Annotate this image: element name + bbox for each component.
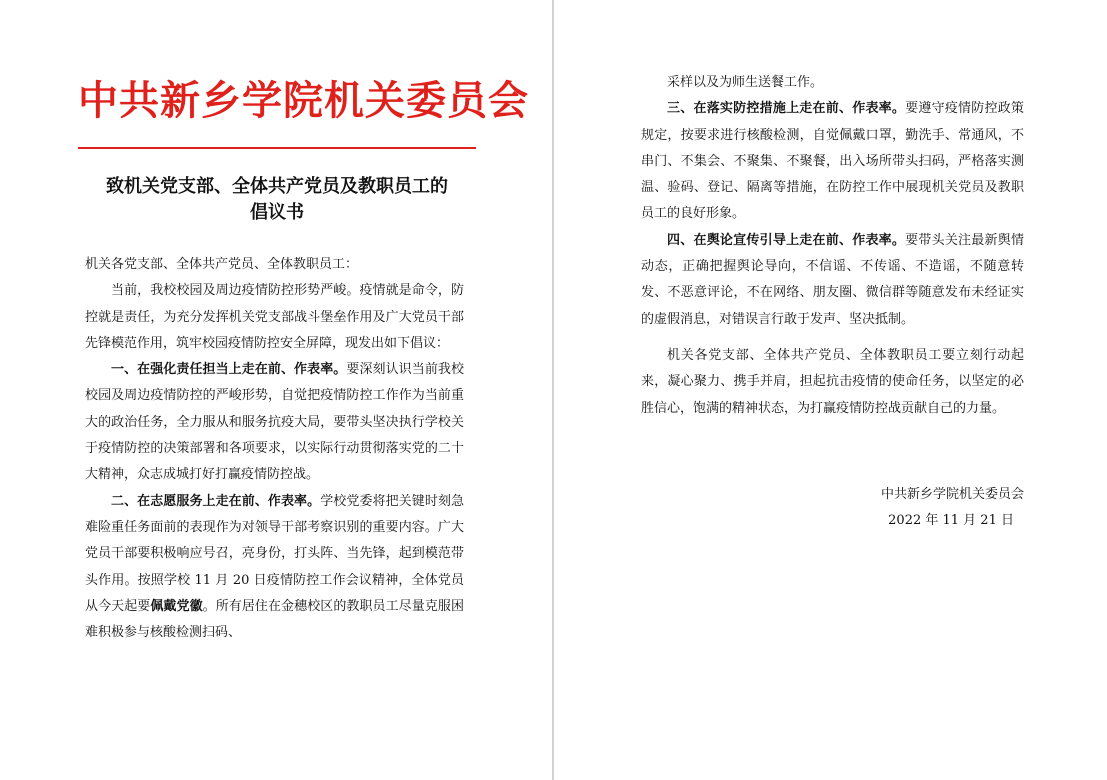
closing-paragraph: 机关各党支部、全体共产党员、全体教职员工要立刻行动起来，凝心聚力、携手并肩，担起抗击疫情的使命任务，以坚定的必胜信心，饱满的精神状态，为打赢疫情防控战贡献自己的力量。 — [641, 347, 1024, 416]
document-title — [80, 174, 474, 226]
masthead-title: 中共新乡学院机关委员会 — [78, 77, 529, 124]
section-3-paragraph — [641, 96, 1024, 227]
section-3-body: 要遵守疫情防控政策规定，按要求进行核酸检测，自觉佩戴口罩，勤洗手、常通风，不串门、不集会、不聚集、不聚餐，出入场所带头扫码，严格落实测温、验码、登记、隔离等措施，在防控工作中展现机关党员及教职员工的良好形象。 — [641, 101, 1024, 222]
signature-date-text: 2022 年 11 月 21 日 — [888, 513, 1014, 528]
section-2-heading: 二、在志愿服务上走在前、作表率。 — [111, 493, 321, 509]
signature-organization — [641, 482, 1024, 508]
section-2-paragraph — [85, 489, 464, 647]
section-1-heading: 一、在强化责任担当上走在前、作表率。 — [111, 362, 347, 378]
intro-paragraph: 当前，我校校园及周边疫情防控形势严峻。疫情就是命令，防控就是责任，为充分发挥机关党支部战斗堡垒作用及广大党员干部先锋模范作用，筑牢校园疫情防控安全屏障，现发出如下倡议： — [85, 283, 464, 351]
section-4-heading: 四、在舆论宣传引导上走在前、作表率。 — [667, 232, 906, 248]
section-2-body-b: 。所有居住在金穗校区的教职员工尽量克服困难积极参与核酸检测扫码、 — [85, 598, 464, 641]
document-page-right — [554, 0, 1107, 780]
document-title-line-2: 倡议书 — [250, 202, 304, 223]
section-3-heading: 三、在落实防控措施上走在前、作表率。 — [667, 101, 906, 117]
document-title-line-1: 致机关党支部、全体共产党员及教职员工的 — [106, 176, 448, 197]
section-2-continued: 采样以及为师生送餐工作。 — [667, 75, 824, 90]
signature-date — [641, 508, 1024, 534]
right-column-body — [641, 70, 1024, 422]
salutation: 机关各党支部、全体共产党员、全体教职员工： — [85, 257, 359, 272]
section-2-bold-phrase: 佩戴党徽 — [150, 598, 203, 614]
section-1-body: 要深刻认识当前我校校园及周边疫情防控的严峻形势，自觉把疫情防控工作作为当前重大的政治任务，全力服从和服务抗疫大局，要带头坚决执行学校关于疫情防控的决策部署和各项要求，以实际行动贯彻落实党的二十大精神，众志成城打好打赢疫情防控战。 — [85, 362, 464, 483]
signature-organization-text: 中共新乡学院机关委员会 — [880, 487, 1024, 502]
section-2-body-a: 学校党委将把关键时刻急难险重任务面前的表现作为对领导干部考察识别的重要内容。广大党员干部要积极响应号召，亮身份，打头阵、当先锋，起到模范带头作用。按照学校 11 月 20 日疫情防控工作会议精神，全体党员从今天起要 — [85, 493, 464, 614]
red-divider-line — [78, 147, 476, 149]
document-page-left — [0, 0, 552, 780]
section-4-body: 要带头关注最新舆情动态，正确把握舆论导向，不信谣、不传谣、不造谣，不随意转发、不恶意评论，不在网络、朋友圈、微信群等随意发布未经证实的虚假消息，对错误言行敢于发声、坚决抵制。 — [641, 232, 1024, 327]
section-1-paragraph — [85, 357, 464, 488]
left-column-body — [85, 252, 464, 646]
section-4-paragraph — [641, 228, 1024, 333]
